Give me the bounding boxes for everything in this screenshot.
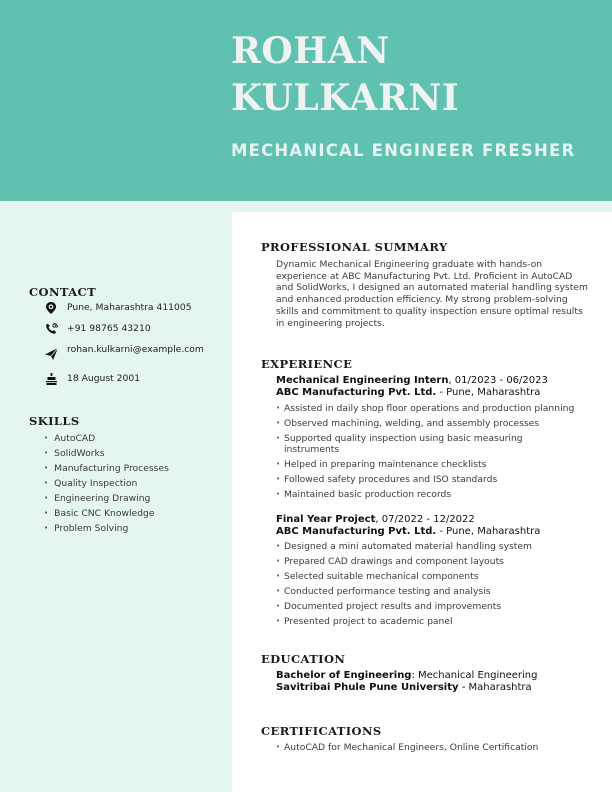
- bullet-item: • Prepared CAD drawings and component layouts: [276, 556, 596, 567]
- job-title: MECHANICAL ENGINEER FRESHER: [231, 141, 576, 160]
- contact-heading: CONTACT: [29, 285, 97, 299]
- summary-text: Dynamic Mechanical Engineering graduate with hands-on experience at ABC Manufacturing Pvt. Ltd. Proficient in AutoCAD and SolidWorks, I designed an automated material handling system and enhanced production efficiency. My strong problem-solving skills and commitment to quality inspection ensure optimal results in engineering projects.: [276, 259, 588, 329]
- certifications-heading: CERTIFICATIONS: [261, 724, 382, 738]
- school-location: - Maharashtra: [458, 682, 532, 693]
- first-name: ROHAN: [231, 30, 390, 72]
- skill-item: • Engineering Drawing: [44, 491, 169, 506]
- bullet-item: • Selected suitable mechanical components: [276, 571, 596, 582]
- bullet-item: • Assisted in daily shop floor operations and production planning: [276, 403, 596, 414]
- bullet-item: • Maintained basic production records: [276, 489, 596, 500]
- experience-entry-1-bullets: [276, 403, 596, 504]
- birthday-cake-icon: [44, 373, 58, 385]
- certifications-list: [276, 742, 596, 757]
- paper-plane-icon: [44, 348, 58, 360]
- address-text: Pune, Maharashtra 411005: [67, 302, 192, 313]
- school-name: Savitribai Phule Pune University: [276, 682, 459, 693]
- skill-item: • Basic CNC Knowledge: [44, 506, 169, 521]
- education-school: [276, 682, 532, 695]
- experience-entry-1-company: [276, 387, 540, 400]
- skill-item: • Quality Inspection: [44, 476, 169, 491]
- location-pin-icon: [44, 302, 58, 314]
- bullet-item: • Supported quality inspection using basic measuring instruments: [276, 433, 576, 455]
- birthdate-text: 18 August 2001: [67, 373, 141, 384]
- experience-entry-1-role: [276, 375, 548, 388]
- experience-entry-2-company: [276, 526, 540, 539]
- email-text[interactable]: rohan.kulkarni@example.com: [67, 344, 204, 355]
- company-name: ABC Manufacturing Pvt. Ltd.: [276, 387, 437, 398]
- experience-entry-2-role: [276, 514, 475, 527]
- bullet-item: • Documented project results and improvements: [276, 601, 596, 612]
- education-heading: EDUCATION: [261, 652, 346, 666]
- candidate-name: [231, 28, 459, 122]
- contact-birthdate: [44, 373, 207, 385]
- last-name: KULKARNI: [231, 77, 460, 119]
- contact-address: [44, 302, 207, 314]
- contact-phone: [44, 323, 207, 335]
- bullet-item: • Presented project to academic panel: [276, 616, 596, 627]
- company-location: - Pune, Maharashtra: [436, 526, 541, 537]
- skill-item: • Problem Solving: [44, 521, 169, 536]
- header-banner: [0, 0, 612, 201]
- summary-heading: PROFESSIONAL SUMMARY: [261, 240, 448, 254]
- experience-heading: EXPERIENCE: [261, 357, 353, 371]
- bullet-item: • Observed machining, welding, and assembly processes: [276, 418, 596, 429]
- bullet-item: • Designed a mini automated material handling system: [276, 541, 596, 552]
- degree-name: Bachelor of Engineering: [276, 670, 412, 681]
- skill-item: • AutoCAD: [44, 431, 169, 446]
- skill-item: • Manufacturing Processes: [44, 461, 169, 476]
- phone-text: +91 98765 43210: [67, 323, 151, 334]
- role-dates: , 07/2022 - 12/2022: [375, 514, 475, 525]
- skills-list: [44, 431, 169, 536]
- role-title: Mechanical Engineering Intern: [276, 375, 449, 386]
- role-title: Final Year Project: [276, 514, 376, 525]
- bullet-item: • Followed safety procedures and ISO standards: [276, 474, 596, 485]
- contact-email[interactable]: [44, 344, 207, 360]
- skills-heading: SKILLS: [29, 414, 80, 428]
- company-name: ABC Manufacturing Pvt. Ltd.: [276, 526, 437, 537]
- certification-item: • AutoCAD for Mechanical Engineers, Online Certification: [276, 742, 596, 753]
- degree-field: : Mechanical Engineering: [411, 670, 538, 681]
- skill-item: • SolidWorks: [44, 446, 169, 461]
- bullet-item: • Conducted performance testing and analysis: [276, 586, 596, 597]
- education-degree: [276, 670, 537, 683]
- phone-icon: [44, 323, 58, 335]
- role-dates: , 01/2023 - 06/2023: [448, 375, 548, 386]
- bullet-item: • Helped in preparing maintenance checklists: [276, 459, 596, 470]
- experience-entry-2-bullets: [276, 541, 596, 631]
- sidebar-top-strip: [232, 201, 612, 212]
- company-location: - Pune, Maharashtra: [436, 387, 541, 398]
